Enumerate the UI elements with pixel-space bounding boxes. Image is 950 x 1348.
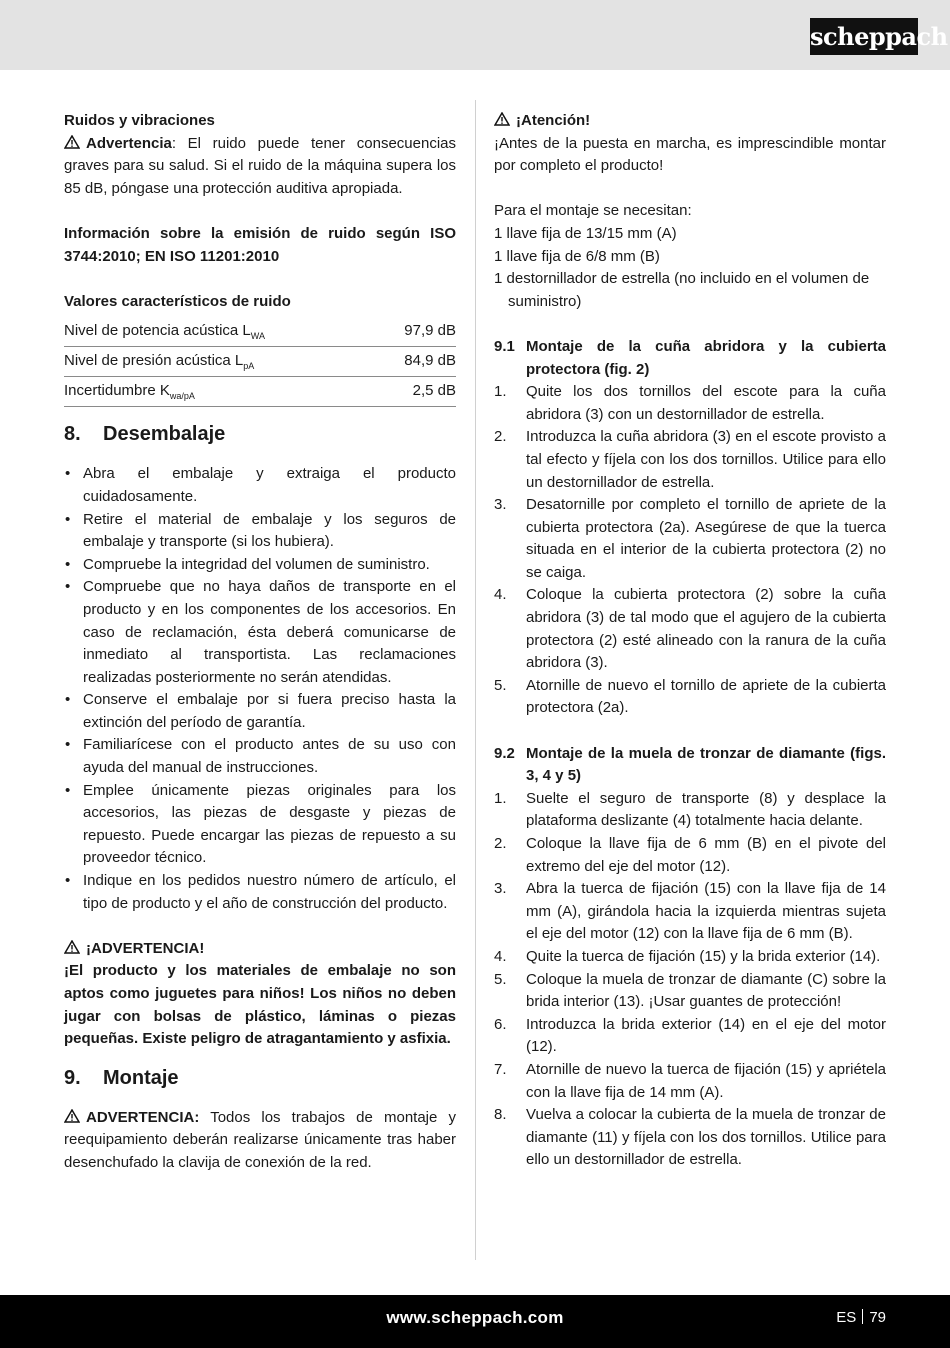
noise-warning-label: Advertencia — [86, 134, 172, 152]
section-9-1-steps — [494, 381, 886, 720]
emission-title: Información sobre la emisión de ruido según ISO 3744:2010; EN ISO 11201:2010 — [64, 224, 456, 265]
list-item: • Emplee únicamente piezas originales para los accesorios, las piezas de desgaste y piezas de repuesto. Puede encargar las piezas de repuesto a su proveedor técnico. — [64, 780, 456, 870]
section-9-1-heading: 9.1 Montaje de la cuña abridora y la cubierta protectora (fig. 2) — [494, 337, 886, 378]
list-item: 2. Introduzca la cuña abridora (3) en el escote provisto a tal efecto y fíjela con los dos tornillos. Utilice para ello un destornillador de estrella. — [494, 428, 886, 491]
warning-triangle-icon — [494, 112, 510, 126]
table-row — [64, 317, 456, 347]
list-item: • Familiarícese con el producto antes de su uso con ayuda del manual de instrucciones. — [64, 734, 456, 779]
attention-text: ¡Antes de la puesta en marcha, es imprescindible montar por completo el producto! — [494, 134, 886, 175]
column-divider — [475, 100, 476, 1260]
list-item: • Indique en los pedidos nuestro número de artículo, el tipo de producto y el año de construcción del producto. — [64, 870, 456, 915]
noise-warning-text: : El ruido puede tener consecuencias graves para su salud. Si el ruido de la máquina supera los 85 dB, póngase una protección auditiva apropiada. — [64, 134, 456, 197]
warning-triangle-icon — [64, 940, 80, 954]
tool-item: 1 llave fija de 13/15 mm (A) — [494, 224, 677, 242]
list-item: 3. Abra la tuerca de fijación (15) con la llave fija de 14 mm (A), girándola hacia la izquierda mientras sujeta el eje del motor (12) con la llave fija de 6 mm (B). — [494, 880, 886, 943]
warning-3: ADVERTENCIA: Todos los trabajos de montaje y reequipamiento deberán realizarse únicamente tras haber desenchufado la clavija de conexión de la red. — [64, 1108, 456, 1171]
table-value: 2,5 dB — [376, 377, 456, 407]
noise-warning — [64, 133, 456, 201]
page-header — [0, 0, 950, 70]
table-value: 84,9 dB — [376, 347, 456, 377]
right-column — [494, 110, 886, 1172]
list-item: • Conserve el embalaje por si fuera preciso hasta la extinción del período de garantía. — [64, 689, 456, 734]
list-item: 4. Coloque la cubierta protectora (2) sobre la cuña abridora (3) de tal modo que el agujero de la cubierta protectora (2) esté alineado con la ranura de la cuña abridora (3). — [494, 586, 886, 672]
list-item: 2. Coloque la llave fija de 6 mm (B) en el pivote del extremo del eje del motor (12). — [494, 835, 886, 875]
list-item: 7. Atornille de nuevo la tuerca de fijación (15) y apriétela con la llave fija de 14 mm (A). — [494, 1060, 886, 1101]
warning-2-text: ¡El producto y los materiales de embalaje no son aptos como juguetes para niños! Los niños no deben jugar con bolsas de plástico, láminas o piezas pequeñas. Existe peligro de atragantamiento y asfixia. — [64, 962, 456, 1048]
section-9-2-heading: 9.2 Montaje de la muela de tronzar de diamante (figs. 3, 4 y 5) — [494, 744, 886, 785]
list-item: 8. Vuelva a colocar la cubierta de la muela de tronzar de diamante (11) y fíjela con los dos tornillos. Utilice para ello un destornillador de estrella. — [494, 1106, 886, 1169]
list-item: • Compruebe la integridad del volumen de suministro. — [64, 554, 456, 577]
unpacking-list — [64, 463, 456, 915]
warning-triangle-icon — [64, 135, 80, 149]
table-label: Incertidumbre $K_{wa/pA}$ — [64, 377, 376, 407]
table-label: Nivel de presión acústica $L_{pA}$ — [64, 347, 376, 377]
page-footer — [0, 1295, 950, 1348]
list-item: • Retire el material de embalaje y los seguros de embalaje y transporte (si los hubiera). — [64, 509, 456, 554]
warning-triangle-icon — [64, 1109, 80, 1123]
list-item: 1. Quite los dos tornillos del escote para la cuña abridora (3) con un destornillador de estrella. — [494, 383, 886, 423]
values-title: Valores característicos de ruido — [64, 292, 291, 310]
section-9-2-steps — [494, 788, 886, 1172]
scheppach-logo: scheppach — [810, 18, 918, 55]
list-item: • Abra el embalaje y extraiga el producto cuidadosamente. — [64, 463, 456, 508]
section-9-heading: 9. Montaje — [64, 1066, 179, 1089]
page-number: ES 79 — [836, 1309, 886, 1326]
list-item: 5. Atornille de nuevo el tornillo de apriete de la cubierta protectora (2a). — [494, 676, 886, 717]
left-column — [64, 110, 456, 1175]
list-item: 3. Desatornille por completo el tornillo de apriete de la cubierta protectora (2a). Asegúrese de que la tuerca situada en el interior de la cubierta protectora (2) no se caiga. — [494, 496, 886, 581]
section-8-heading: 8. Desembalaje — [64, 423, 226, 446]
website-link[interactable]: www.scheppach.com — [386, 1308, 564, 1327]
list-item: 5. Coloque la muela de tronzar de diamante (C) sobre la brida interior (13). ¡Usar guantes de protección! — [494, 970, 886, 1011]
table-row — [64, 377, 456, 407]
tool-item: 1 llave fija de 6/8 mm (B) — [494, 247, 660, 265]
list-item: 4. Quite la tuerca de fijación (15) y la brida exterior (14). — [494, 947, 881, 965]
warning-2-title: ¡ADVERTENCIA! — [64, 938, 456, 961]
table-row — [64, 347, 456, 377]
noise-values-table — [64, 317, 456, 407]
list-item: 1. Suelte el seguro de transporte (8) y desplace la plataforma deslizante (4) totalmente hacia delante. — [494, 789, 886, 830]
tools-intro: Para el montaje se necesitan: — [494, 202, 692, 220]
list-item: • Compruebe que no haya daños de transporte en el producto y en los componentes de los accesorios. En caso de reclamación, ésta deberá comunicarse de inmediato al transportista. Las reclamaciones realizadas posteriormente no serán atendidas. — [64, 576, 456, 689]
attention-title: ¡Atención! — [494, 110, 886, 133]
tool-item: 1 destornillador de estrella (no incluido en el volumen de suministro) — [494, 270, 870, 310]
list-item: 6. Introduzca la brida exterior (14) en el eje del motor (12). — [494, 1015, 886, 1056]
table-label: Nivel de potencia acústica $L_{WA}$ — [64, 322, 265, 342]
noise-title: Ruidos y vibraciones — [64, 112, 215, 129]
table-value: 97,9 dB — [404, 322, 456, 340]
